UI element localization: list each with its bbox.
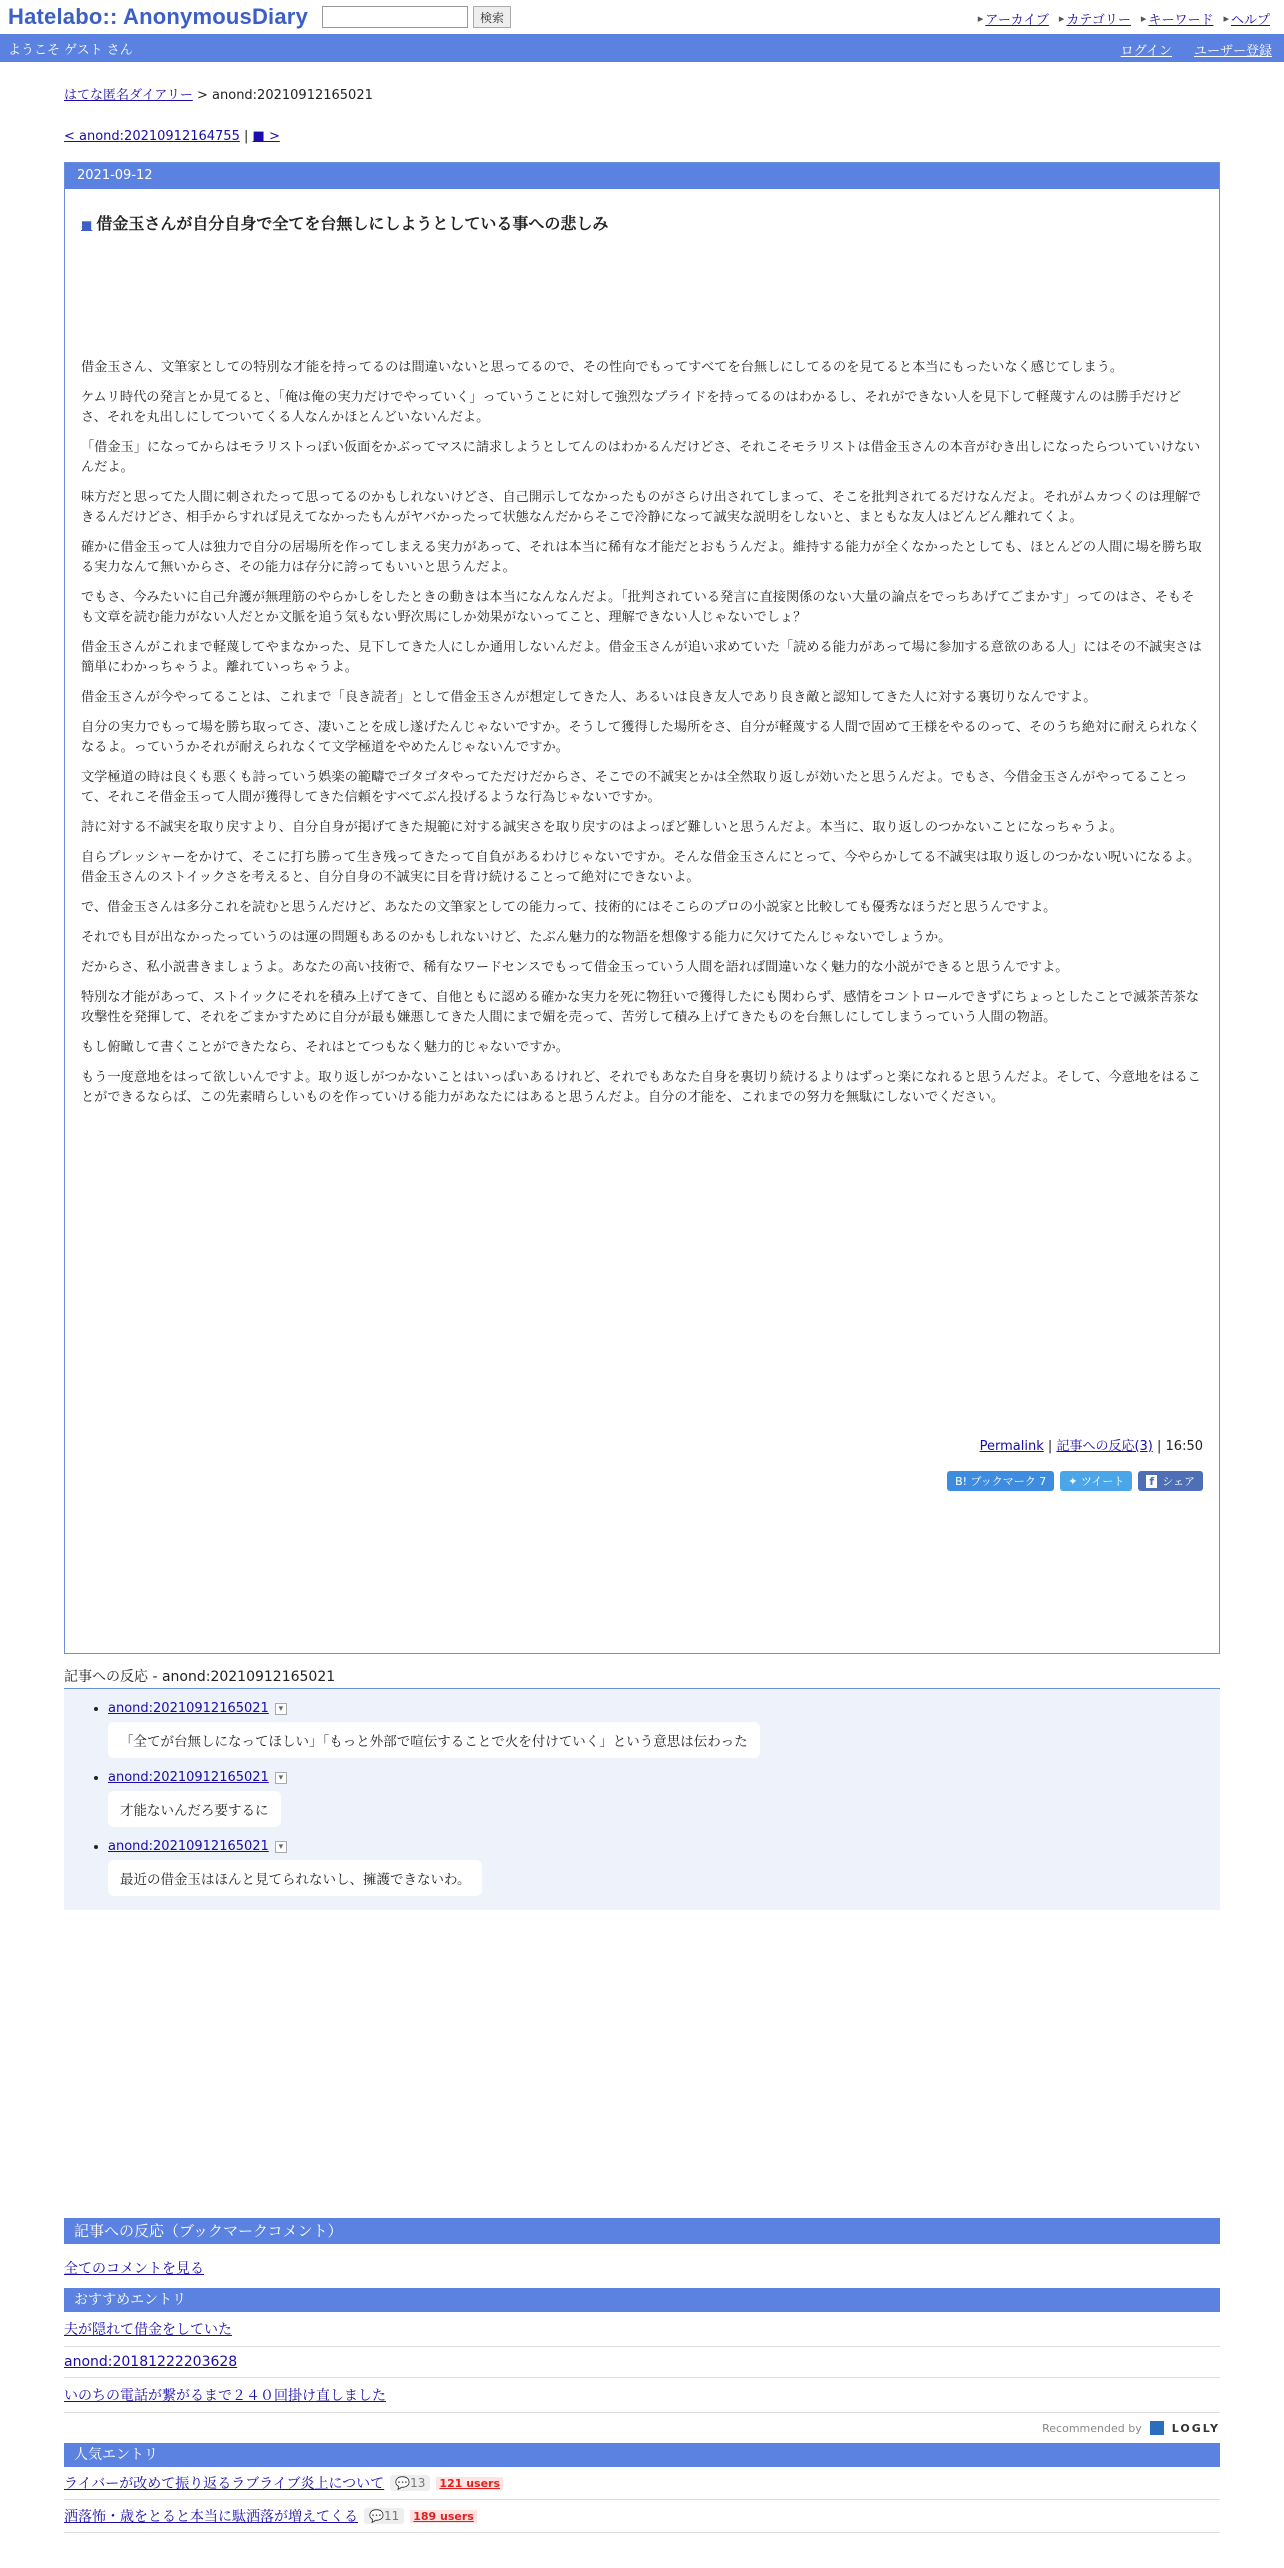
entry-paragraph: ケムリ時代の発言とか見てると、「俺は俺の実力だけでやっていく」っていうことに対して強烈なプライドを持ってるのはわかるし、それができない人を見下して軽蔑すんのは勝手だけどさ、それを丸出しにしてついてくる人なんかほとんどいないんだよ。 xyxy=(81,390,1182,425)
comment-count-value: 11 xyxy=(383,2509,400,2523)
welcome-text: ようこそ ゲスト さん xyxy=(8,42,133,58)
users-badge[interactable]: 189 users xyxy=(410,2510,477,2523)
next-entry-link[interactable]: ■ > xyxy=(252,129,280,144)
hatena-bookmark-button[interactable]: B! ブックマーク 7 xyxy=(947,1471,1054,1491)
entry-paragraph: 「借金玉」になってからはモラリストっぽい仮面をかぶってマスに請求しようとしてんのはわかるんだけどさ、それこそモラリストは借金玉さんの本音がむき出しになったらついていけないんだよ。 xyxy=(81,440,1201,475)
comment-icon: 💬 xyxy=(395,2476,411,2490)
recommended-heading: おすすめエントリ xyxy=(64,2288,1220,2312)
twitter-bird-icon: ✦ xyxy=(1068,1474,1081,1488)
recommended-item xyxy=(64,2378,1220,2413)
popular-item xyxy=(64,2467,1220,2500)
entry-text xyxy=(81,358,1203,1108)
top-links xyxy=(978,9,1270,28)
spacer xyxy=(64,1910,1220,2218)
footer-separator: | xyxy=(1157,1439,1162,1454)
entry-paragraph: 詩に対する不誠実を取り戻すより、自分自身が掲げてきた規範に対する誠実さを取り戻すのはよっぽど難しいと思うんだよ。本当に、取り返しのつかないことになっちゃうよ。 xyxy=(81,820,1123,835)
pager-separator: | xyxy=(244,129,249,144)
users-badge[interactable]: 121 users xyxy=(436,2477,503,2490)
expand-icon[interactable]: ▾ xyxy=(275,1703,287,1715)
bookmark-comments-heading: 記事への反応（ブックマークコメント） xyxy=(64,2218,1220,2244)
login-link[interactable]: ログイン xyxy=(1120,44,1172,59)
entry-paragraph: だからさ、私小説書きましょうよ。あなたの高い技術で、稀有なワードセンスでもって借金玉っていう人間を語れば間違いなく魅力的な小説ができると思うんですよ。 xyxy=(81,960,1069,975)
entry-paragraph: 確かに借金玉って人は独力で自分の居場所を作ってしまえる実力があって、それは本当に稀有な才能だとおもうんだよ。維持する能力が全くなかったとしても、ほとんどの人間に場を勝ち取る実力なんて無いからさ、その能力は存分に誇ってもいいと思うんだよ。 xyxy=(81,540,1202,575)
tweet-button[interactable] xyxy=(1060,1471,1132,1491)
entry-title-text: 借金玉さんが自分自身で全てを台無しにしようとしている事への悲しみ xyxy=(96,214,609,233)
arrow-icon: ▸ xyxy=(1223,12,1229,25)
facebook-share-button[interactable] xyxy=(1138,1471,1203,1491)
permalink[interactable]: Permalink xyxy=(979,1439,1044,1454)
entry-paragraph: 自らプレッシャーをかけて、そこに打ち勝って生き残ってきたって自負があるわけじゃないですか。そんな借金玉さんにとって、今やらかしてる不誠実は取り返しのつかない呪いになるよ。借金玉さんのストイックさを考えると、自分自身の不誠実に目を背け続けることって絶対にできないよ。 xyxy=(81,850,1201,885)
entry-paragraph: 味方だと思ってた人間に刺されたって思ってるのかもしれないけどさ、自己開示してなかったものがさらけ出されてしまって、そこを批判されてるだけなんだよ。それがムカつくのは理解できるんだけどさ、相手からすれば見えてなかったもんがヤバかったって状態なんだからそこで冷静になって誠実な説明をしないと、まともな友人はどんどん離れてくよ。 xyxy=(81,490,1202,525)
popular-link[interactable]: 洒落怖・歳をとると本当に駄洒落が増えてくる xyxy=(64,2509,358,2525)
reactions-link[interactable]: 記事への反応(3) xyxy=(1056,1439,1153,1454)
entry-paragraph: 特別な才能があって、ストイックにそれを積み上げてきて、自他ともに認める確かな実力を死に物狂いで獲得したにも関わらず、感情をコントロールできずにちょっとしたことで滅茶苦茶な攻撃性を発揮して、それをごまかすために自分が最も嫌悪してきた人間にまで媚を売って、苦労して積み上げてきたものを台無しにしてしまうっていう人間の物語。 xyxy=(81,990,1200,1025)
reaction-link[interactable]: anond:20210912165021 xyxy=(108,1701,269,1716)
logly-logo-icon xyxy=(1150,2421,1164,2435)
site-logo[interactable]: Hatelabo:: AnonymousDiary xyxy=(8,4,309,29)
category-link[interactable]: カテゴリー xyxy=(1066,13,1131,28)
entry-paragraph: もう一度意地をはって欲しいんですよ。取り返しがつかないことはいっぱいあるけれど、それでもあなた自身を裏切り続けるよりはずっと楽になれると思うんだよ。そして、今意地をはることができるならば、この先素晴らしいものを作っていける能力があなたにはあると思うんだよ。自分の才能を、これまでの努力を無駄にしないでください。 xyxy=(81,1070,1201,1105)
expand-icon[interactable]: ▾ xyxy=(275,1772,287,1784)
keyword-link[interactable]: キーワード xyxy=(1148,13,1214,28)
comment-count-value: 13 xyxy=(410,2476,426,2490)
keyword-link-wrap xyxy=(1141,9,1214,28)
recommended-link[interactable]: 夫が隠れて借金をしていた xyxy=(64,2322,232,2338)
search-button[interactable]: 検索 xyxy=(473,6,511,28)
popular-item xyxy=(64,2500,1220,2533)
user-bar xyxy=(0,34,1284,62)
all-comments-link[interactable]: 全てのコメントを見る xyxy=(64,2261,204,2277)
entry-paragraph: 文学極道の時は良くも悪くも詩っていう娯楽の範疇でゴタゴタやってただけだからさ、そこでの不誠実とかは全然取り返しが効いたと思うんだよ。でもさ、今借金玉さんがやってることって、それこそ借金玉って人間が獲得してきた信頼をすべてぶん投げるような行為じゃないですか。 xyxy=(81,770,1188,805)
reaction-bubble: 「全てが台無しになってほしい」「もっと外部で喧伝することで火を付けていく」という意思は伝わった xyxy=(108,1722,760,1758)
entry-body xyxy=(65,189,1219,1653)
reaction-item xyxy=(108,1839,1220,1896)
arrow-icon: ▸ xyxy=(977,12,984,25)
share-label: シェア xyxy=(1162,1475,1195,1488)
recommended-by xyxy=(64,2413,1220,2443)
entry-pager xyxy=(64,129,1220,144)
reaction-item xyxy=(108,1770,1220,1827)
reaction-bubble: 最近の借金玉はほんと見てられないし、擁護できないわ。 xyxy=(108,1860,482,1896)
entry-time: 16:50 xyxy=(1165,1439,1203,1454)
top-header xyxy=(0,0,1284,34)
entry-paragraph: 自分の実力でもって場を勝ち取ってさ、凄いことを成し遂げたんじゃないですか。そうして獲得した場所をさ、自分が軽蔑する人間で固めて王様をやるのって、そのうち絶対に耐えられなくなるよ。っていうかそれが耐えられなくて文学極道をやめたんじゃないんですか。 xyxy=(81,720,1201,755)
breadcrumb xyxy=(64,84,1220,103)
logly-text[interactable]: LOGLY xyxy=(1171,2421,1220,2435)
entry-paragraph: でもさ、今みたいに自己弁護が無理筋のやらかしをしたときの動きは本当になんなんだよ。「批判されている発言に直接関係のない大量の論点をでっちあげてごまかす」ってのはさ、そもそも文章を読む能力がない人だとか文脈を追う気もない野次馬にしか効果がないってこと、理解できない人じゃないでしょ？ xyxy=(81,590,1195,625)
tweet-label: ツイート xyxy=(1080,1475,1125,1488)
reaction-link[interactable]: anond:20210912165021 xyxy=(108,1770,269,1785)
share-buttons xyxy=(947,1471,1203,1491)
entry-paragraph: 借金玉さんがこれまで軽蔑してやまなかった、見下してきた人にしか通用しないんだよ。借金玉さんが追い求めていた「読める能力があって場に参加する意欲のある人」にはその不誠実さは簡単にわかっちゃうよ。離れていっちゃうよ。 xyxy=(81,640,1202,675)
footer-separator: | xyxy=(1047,1439,1053,1454)
entry-title xyxy=(81,211,1203,234)
entry-paragraph: 借金玉さん、文筆家としての特別な才能を持ってるのは間違いないと思ってるので、その性向でもってすべてを台無しにしてるのを見てると本当にもったいなく感じてしまう。 xyxy=(81,360,1124,375)
entry-paragraph: 借金玉さんが今やってることは、これまで「良き読者」として借金玉さんが想定してきた人、あるいは良き友人であり良き敵と認知してきた人に対する裏切りなんですよ。 xyxy=(81,690,1097,705)
expand-icon[interactable]: ▾ xyxy=(275,1841,287,1853)
search-input[interactable] xyxy=(322,6,468,28)
all-comments-row xyxy=(64,2244,1220,2288)
entry-date: 2021-09-12 xyxy=(65,163,1219,189)
breadcrumb-separator: > xyxy=(196,88,208,103)
reaction-link[interactable]: anond:20210912165021 xyxy=(108,1839,269,1854)
reaction-item xyxy=(108,1701,1220,1758)
popular-link[interactable]: ライバーが改めて振り返るラブライブ炎上について xyxy=(64,2476,385,2492)
square-icon[interactable]: ■ xyxy=(81,218,93,232)
comment-count xyxy=(364,2508,404,2524)
facebook-icon: f xyxy=(1146,1475,1157,1488)
reaction-bubble: 才能ないんだろ要するに xyxy=(108,1791,281,1827)
register-link[interactable]: ユーザー登録 xyxy=(1193,44,1272,59)
arrow-icon: ▸ xyxy=(1058,12,1065,25)
entry-paragraph: それでも目が出なかったっていうのは運の問題もあるのかもしれないけど、たぶん魅力的な物語を想像する能力に欠けてたんじゃないでしょうか。 xyxy=(81,930,952,945)
comment-icon: 💬 xyxy=(369,2509,384,2523)
entry-paragraph: もし俯瞰して書くことができたなら、それはとてつもなく魅力的じゃないですか。 xyxy=(81,1040,569,1055)
breadcrumb-current: anond:20210912165021 xyxy=(212,88,373,103)
recommended-link[interactable]: いのちの電話が繋がるまで２４０回掛け直しました xyxy=(64,2388,386,2404)
entry-footer xyxy=(980,1435,1203,1454)
recommended-item xyxy=(64,2312,1220,2347)
archive-link[interactable]: アーカイブ xyxy=(985,13,1049,28)
reactions-list xyxy=(64,1689,1220,1910)
reactions-heading: 記事への反応 - anond:20210912165021 xyxy=(64,1666,1220,1689)
archive-link-wrap xyxy=(978,9,1049,28)
diary-entry xyxy=(64,162,1220,1654)
main-content xyxy=(64,84,1220,2533)
category-link-wrap xyxy=(1059,9,1131,28)
recommended-link[interactable]: anond:20181222203628 xyxy=(64,2354,238,2370)
breadcrumb-home[interactable]: はてな匿名ダイアリー xyxy=(64,88,193,103)
recommended-by-text: Recommended by xyxy=(1042,2421,1142,2435)
entry-paragraph: で、借金玉さんは多分これを読むと思うんだけど、あなたの文筆家としての能力って、技術的にはそこらのプロの小説家と比較しても優秀なほうだと思うんですよ。 xyxy=(81,900,1057,915)
user-actions xyxy=(1121,40,1272,59)
help-link-wrap xyxy=(1223,9,1270,28)
comment-count xyxy=(390,2475,430,2491)
prev-entry-link[interactable]: < anond:20210912164755 xyxy=(64,129,240,144)
popular-heading: 人気エントリ xyxy=(64,2443,1220,2467)
arrow-icon: ▸ xyxy=(1140,12,1147,25)
recommended-item xyxy=(64,2347,1220,2378)
help-link[interactable]: ヘルプ xyxy=(1230,13,1270,28)
